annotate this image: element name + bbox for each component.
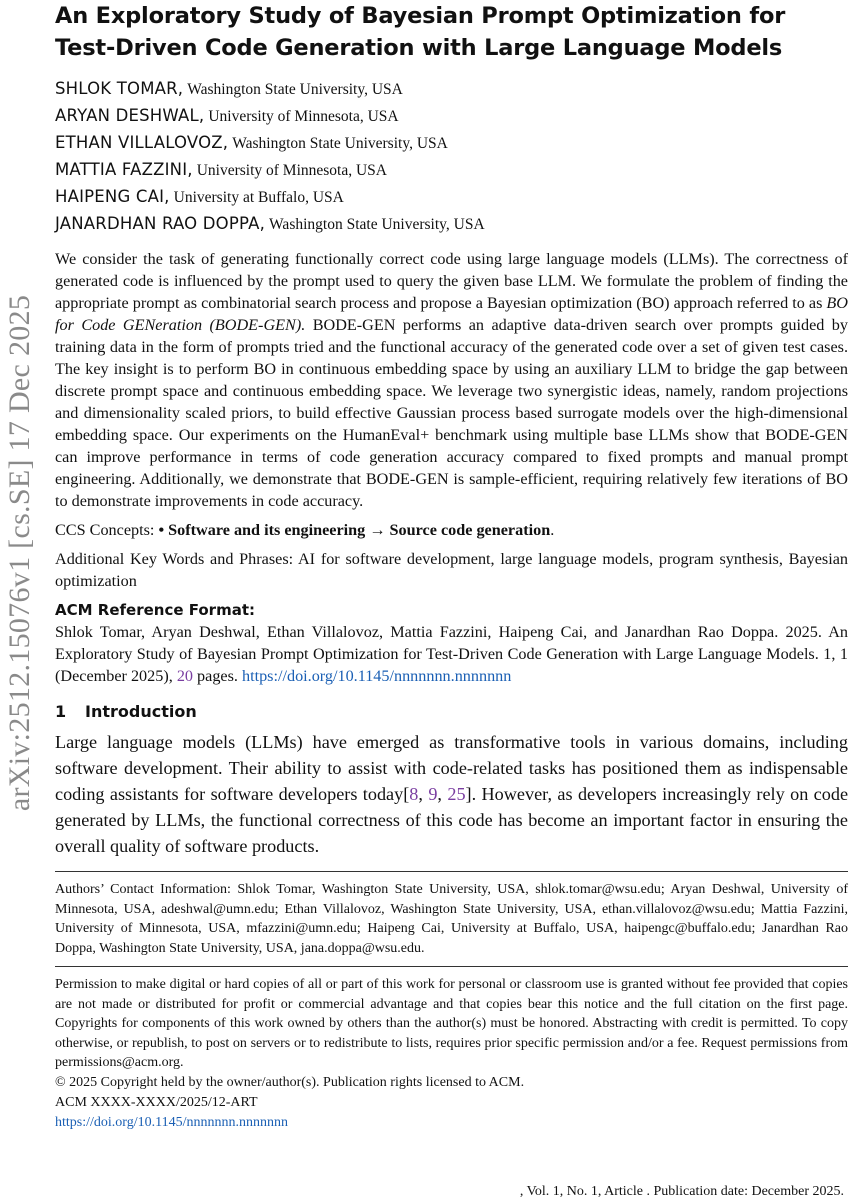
doi-link[interactable]: https://doi.org/10.1145/nnnnnnn.nnnnnnn: [242, 667, 512, 685]
abstract-text-2: BODE-GEN performs an adaptive data-driven search over prompts guided by training data in the form of prompts tried and the functional accuracy of the generated code over a set of given test cases. The key insight is to perform BO in continuous embedding space by using an auxiliary LLM to bridge the gap between discrete prompt space and continuous embedding space. We leverage two synergistic ideas, namely, random projections and dimensionality scaled priors, to build effective Gaussian process based surrogate models over the high-dimensional embedding space. Our experiments on the HumanEval+ benchmark using multiple base LLMs show that BODE-GEN can improve performance in terms of code generation accuracy compared to fixed prompts and manual prompt engineering. Additionally, we demonstrate that BODE-GEN is sample-efficient, requiring relatively few iterations of BO to demonstrate improvements in code accuracy.: [55, 316, 848, 510]
author-affiliation: Washington State University, USA: [269, 216, 485, 233]
page-footer: , Vol. 1, No. 1, Article . Publication date: December 2025.: [519, 1184, 844, 1199]
author-name: ARYAN DESHWAL,: [55, 106, 205, 125]
ccs-concepts: [55, 519, 848, 541]
title-line-2: Test-Driven Code Generation with Large Language Models: [55, 35, 783, 61]
ccs-arrow: →: [365, 521, 390, 539]
author-entry: [55, 103, 848, 130]
citation-link[interactable]: 8: [409, 784, 419, 804]
paper-title: [55, 0, 848, 64]
ccs-subconcept: Source code generation: [389, 521, 551, 539]
acm-number: ACM XXXX-XXXX/2025/12-ART: [55, 1094, 258, 1110]
keywords: Additional Key Words and Phrases: AI for software development, large language models, program synthesis, Bayesian optimization: [55, 550, 848, 590]
author-affiliation: University at Buffalo, USA: [173, 189, 344, 206]
author-entry: [55, 76, 848, 103]
permission-notice: Permission to make digital or hard copies of all or part of this work for personal or classroom use is granted without fee provided that copies are not made or distributed for profit or commercial advantage and that copies bear this notice and the full citation on the first page. Copyrights for components of this work owned by others than the author(s) must be honored. Abstracting with credit is permitted. To copy otherwise, or republish, to post on servers or to redistribute to lists, requires prior specific permission and/or a fee. Request permissions from permissions@acm.org.: [55, 977, 848, 1070]
abstract-method-name: BO for Code GENeration (BODE-GEN).: [55, 294, 848, 334]
arxiv-id: arXiv:2512.15076v1 [cs.SE] 17 Dec 2025: [3, 294, 37, 811]
intro-paragraph: [55, 729, 848, 859]
author-affiliation: Washington State University, USA: [232, 135, 448, 152]
intro-text-2: ]. However, as developers increasingly rely on code generated by LLMs, the functional correctness of this code has become an important factor in ensuring the overall quality of software products.: [55, 784, 849, 856]
citation-link[interactable]: 25: [447, 784, 466, 804]
paper-page: [55, 0, 848, 1133]
author-entry: [55, 157, 848, 184]
arxiv-stamp: [0, 205, 40, 900]
ccs-concept: Software and its engineering: [168, 521, 366, 539]
author-name: MATTIA FAZZINI,: [55, 160, 193, 179]
permission-block: [55, 966, 848, 1133]
abstract: [55, 248, 848, 512]
citation-link[interactable]: 9: [428, 784, 438, 804]
section-title: Introduction: [85, 702, 197, 721]
section-heading: [55, 701, 848, 723]
acm-reference-text: Shlok Tomar, Aryan Deshwal, Ethan Villalovoz, Mattia Fazzini, Haipeng Cai, and Janardhan Rao Doppa. 2025. An Exploratory Study of Bayesian Prompt Optimization for Test-Driven Code Generation with Large Language Models. 1, 1 (December 2025),: [55, 623, 848, 685]
author-list: [55, 76, 848, 238]
ccs-bullet: •: [158, 521, 169, 539]
footnotes: [55, 871, 848, 1133]
author-entry: [55, 211, 848, 238]
author-entry: [55, 184, 848, 211]
acm-reference-heading: ACM Reference Format:: [55, 601, 255, 619]
citation-sep: ,: [437, 784, 448, 804]
title-line-1: An Exploratory Study of Bayesian Prompt Optimization for: [55, 3, 786, 29]
author-affiliation: University of Minnesota, USA: [208, 108, 399, 125]
intro-text-1: Large language models (LLMs) have emerged as transformative tools in various domains, including software development. Their ability to assist with code-related tasks has positioned them as indispensable coding assistants for software developers today[: [55, 732, 848, 804]
author-name: ETHAN VILLALOVOZ,: [55, 133, 229, 152]
author-affiliation: University of Minnesota, USA: [196, 162, 387, 179]
copyright-notice: © 2025 Copyright held by the owner/author(s). Publication rights licensed to ACM.: [55, 1074, 525, 1090]
acm-reference: [55, 621, 848, 687]
author-entry: [55, 130, 848, 157]
author-contact-info: Authors’ Contact Information: Shlok Tomar, Washington State University, USA, shlok.tomar@wsu.edu; Aryan Deshwal, University of Minnesota, USA, adeshwal@umn.edu; Ethan Villalovoz, Washington State University, USA, ethan.villalovoz@wsu.edu; Mattia Fazzini, University of Minnesota, USA, mfazzini@umn.edu; Haipeng Cai, University at Buffalo, USA, haipengc@buffalo.edu; Janardhan Rao Doppa, Washington State University, USA, jana.doppa@wsu.edu.: [55, 882, 848, 956]
ccs-end: .: [550, 521, 555, 539]
section-number: 1: [55, 702, 67, 721]
ccs-label: CCS Concepts:: [55, 521, 159, 539]
page-count-link[interactable]: 20: [176, 667, 193, 685]
author-name: JANARDHAN RAO DOPPA,: [55, 214, 266, 233]
author-affiliation: Washington State University, USA: [187, 81, 403, 98]
abstract-text-1: We consider the task of generating functionally correct code using large language models (LLMs). The correctness of generated code is influenced by the prompt used to query the given base LLM. We formulate the problem of finding the appropriate prompt as combinatorial search process and propose a Bayesian optimization (BO) approach referred to as: [55, 250, 848, 312]
acm-reference-pages-suffix: pages.: [193, 667, 242, 685]
citation-sep: ,: [418, 784, 429, 804]
author-name: SHLOK TOMAR,: [55, 79, 184, 98]
author-name: HAIPENG CAI,: [55, 187, 170, 206]
footer-doi-link[interactable]: https://doi.org/10.1145/nnnnnnn.nnnnnnn: [55, 1114, 288, 1130]
